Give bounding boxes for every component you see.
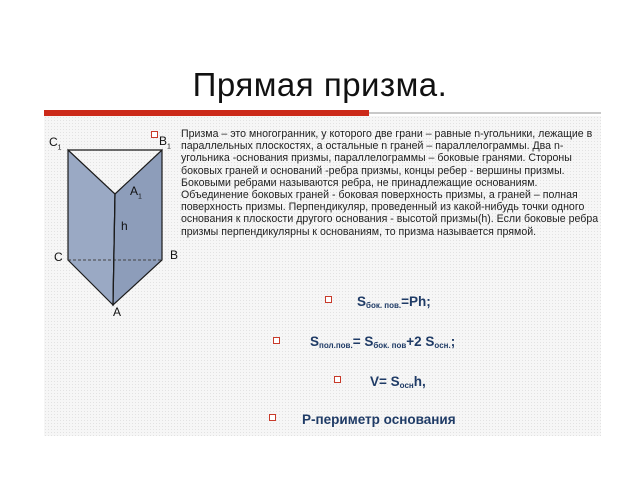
vertex-label-c1: $C_1$ xyxy=(49,135,62,152)
slide-title: Прямая призма. xyxy=(192,66,448,103)
prism-left-face xyxy=(68,150,115,305)
height-label-h: h xyxy=(121,219,128,233)
vertex-label-b: B xyxy=(170,248,179,262)
formula-volume: $V= S_{осн}h$, xyxy=(370,374,426,390)
vertex-label-a: A xyxy=(113,305,122,319)
formula-perimeter-note: Р-периметр основания xyxy=(302,412,456,427)
vertex-label-a1: $A_1$ xyxy=(130,184,142,201)
bullet-formula-4 xyxy=(269,414,276,421)
definition-paragraph: Призма – это многогранник, у которого две грани – равные n-угольники, лежащие в параллельных плоскостях, а остальные n граней – параллелограммы. Два n-угольника -основания призмы, параллелограммы – боковые гранями. Стороны боковых граней и оснований -ребра призмы, концы ребер - вершины призмы. Боковыми ребрами называются ребра, не принадлежащие основаниям. Объединение боковых граней - боковая поверхность призмы, а граней – полная поверхность призмы. Перпендикуляр, проведенный из какой-нибудь точки одного основания к плоскости другого основания - высотой призмы(h). Если боковые ребра призмы перпендикулярны к основаниям, то призма называется прямой. xyxy=(181,128,599,238)
vertex-label-b1: $B_1$ xyxy=(159,134,171,151)
formula-lateral-area: $S_{бок. пов.}=Ph$; xyxy=(357,294,431,310)
bullet-formula-3 xyxy=(334,376,341,383)
bullet-formula-2 xyxy=(273,337,280,344)
formula-total-area: $S_{пол.пов.}= S_{бок. пов}+2$ $S_{осн.}$; xyxy=(310,334,456,350)
bullet-formula-1 xyxy=(325,296,332,303)
vertex-label-c: C xyxy=(54,250,63,264)
bullet-definition xyxy=(151,131,158,138)
